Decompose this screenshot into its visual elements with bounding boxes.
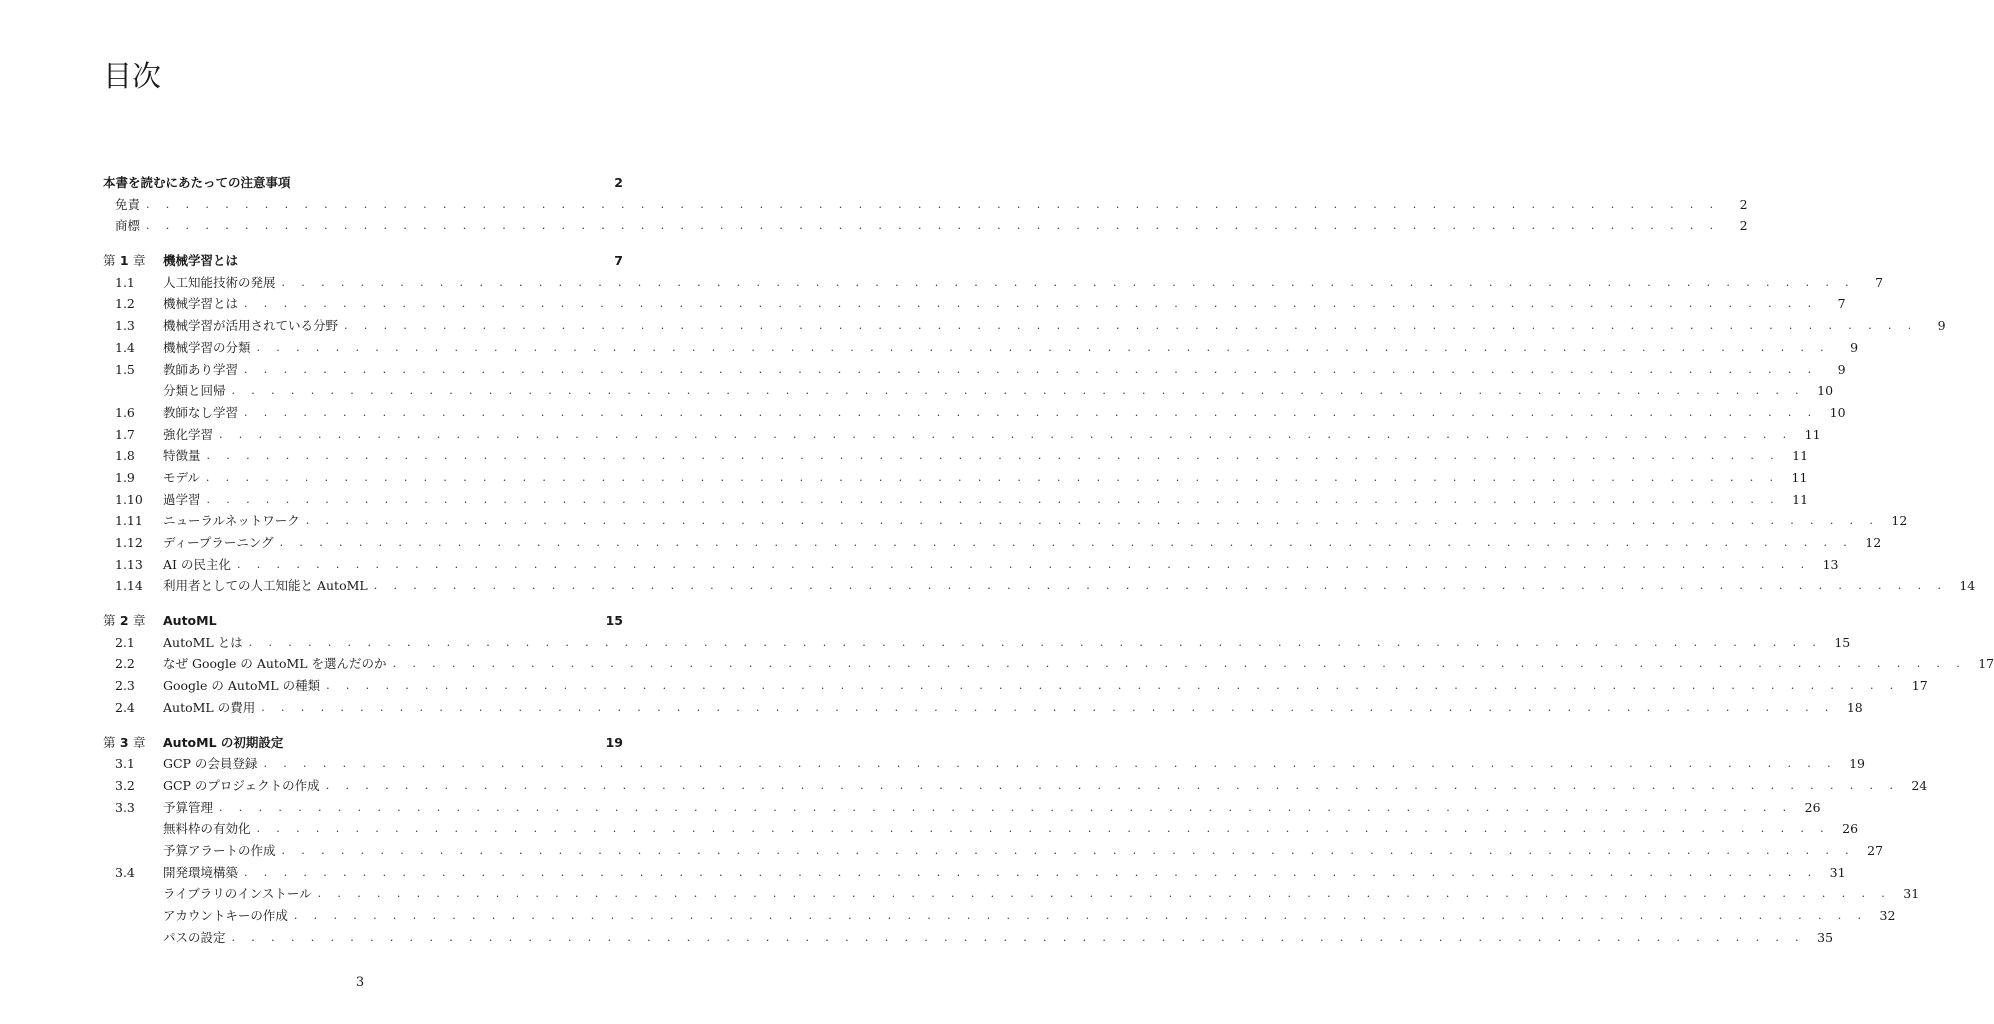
entry-title: Google の AutoML の種類: [163, 678, 321, 694]
entry-page: 7: [1837, 296, 1846, 312]
entry-number: 1.12: [115, 535, 143, 550]
entry-title: 特徴量: [163, 448, 201, 464]
toc-entry[interactable]: [103, 293, 1846, 315]
entry-page: 11: [1791, 469, 1808, 485]
toc-entry[interactable]: [103, 467, 1808, 489]
chapter-label-suffix: 章: [132, 253, 146, 269]
entry-title: 人工知能技術の発展: [163, 274, 276, 290]
dot-leader: . . . . . . . . . . . . . . . . . . . . . . . . . . . . . . . . . . . . . . . . . . . . . . . . . . . . . . . . . . . . . . . . . . . . . . . . . . . . . . . .: [206, 449, 1781, 463]
toc-entry[interactable]: [103, 675, 1928, 697]
entry-title: 開発環境構築: [163, 864, 239, 880]
entry-title: 予算アラートの作成: [163, 842, 276, 858]
toc-chapter-heading[interactable]: [103, 610, 623, 632]
entry-number: 2.3: [115, 678, 135, 694]
entry-page: 9: [1937, 318, 1946, 334]
dot-leader: . . . . . . . . . . . . . . . . . . . . . . . . . . . . . . . . . . . . . . . . . . . . . . . . . . . . . . . . . . . . . . . . . . . . . . . . . . . . . . . .: [261, 700, 1835, 714]
entry-title: 教師あり学習: [163, 361, 239, 377]
chapter-page: 15: [605, 613, 623, 629]
toc-entry[interactable]: [103, 402, 1846, 424]
dot-leader: . . . . . . . . . . . . . . . . . . . . . . . . . . . . . . . . . . . . . . . . . . . . . . . . . . . . . . . . . . . . . . . . . . . . . . . . . . . . . . . .: [256, 822, 1831, 836]
toc-entry[interactable]: [103, 753, 1865, 775]
chapter-label-number: 1: [119, 253, 129, 269]
entry-page: 14: [1959, 578, 1976, 594]
table-of-contents: [103, 172, 1994, 948]
entry-page: 32: [1879, 908, 1896, 923]
entry-title: AutoML の費用: [163, 699, 256, 715]
entry-number: 1.13: [115, 556, 143, 572]
page-title: 目次: [103, 59, 162, 93]
entry-number: 1.8: [115, 448, 135, 464]
entry-page: 15: [1834, 634, 1851, 650]
entry-number: 1.3: [115, 318, 135, 334]
dot-leader: . . . . . . . . . . . . . . . . . . . . . . . . . . . . . . . . . . . . . . . . . . . . . . . . . . . . . . . . . . . . . . . . . . . . . . . . . . . . . . . .: [263, 757, 1837, 771]
entry-page: 13: [1822, 556, 1839, 572]
entry-page: 2: [1739, 196, 1748, 212]
entry-number: 1.1: [115, 274, 135, 290]
dot-leader: . . . . . . . . . . . . . . . . . . . . . . . . . . . . . . . . . . . . . . . . . . . . . . . . . . . . . . . . . . . . . . . . . . . . . . . . . . . . . . . .: [231, 930, 1806, 944]
chapter-label-number: 2: [119, 613, 129, 629]
toc-entry[interactable]: [103, 862, 1846, 884]
entry-title: 利用者としての人工知能と AutoML: [163, 578, 368, 594]
entry-title: 強化学習: [163, 426, 214, 442]
entry-number: 3.2: [115, 777, 135, 793]
entry-page: 11: [1804, 426, 1821, 442]
dot-leader: . . . . . . . . . . . . . . . . . . . . . . . . . . . . . . . . . . . . . . . . . . . . . . . . . . . . . . . . . . . . . . . . . . . . . . . . . . . . . . . .: [344, 319, 1918, 333]
entry-number: 1.9: [115, 469, 135, 485]
dot-leader: . . . . . . . . . . . . . . . . . . . . . . . . . . . . . . . . . . . . . . . . . . . . . . . . . . . . . . . . . . . . . . . . . . . . . . . . . . . . . . . .: [244, 297, 1818, 311]
chapter-title: AutoML の初期設定: [163, 734, 284, 750]
chapter-label: [103, 250, 163, 272]
dot-leader: . . . . . . . . . . . . . . . . . . . . . . . . . . . . . . . . . . . . . . . . . . . . . . . . . . . . . . . . . . . . . . . . . . . . . . . . . . . . . . . .: [244, 865, 1818, 879]
chapter-label-number: 3: [119, 734, 129, 750]
page-number: 3: [355, 975, 365, 990]
entry-page: 35: [1817, 929, 1834, 945]
toc-entry[interactable]: [103, 215, 1748, 237]
entry-page: 11: [1792, 448, 1809, 464]
toc-entry[interactable]: [103, 575, 1976, 597]
toc-entry[interactable]: [103, 554, 1839, 576]
entry-title: GCP の会員登録: [163, 756, 258, 772]
entry-title: 機械学習の分類: [163, 339, 251, 355]
entry-page: 7: [1875, 274, 1884, 290]
entry-page: 17: [1978, 656, 1994, 672]
dot-leader: . . . . . . . . . . . . . . . . . . . . . . . . . . . . . . . . . . . . . . . . . . . . . . . . . . . . . . . . . . . . . . . . . . . . . . . . . . . . . . . .: [236, 557, 1811, 571]
toc-entry[interactable]: [103, 797, 1821, 819]
dot-leader: . . . . . . . . . . . . . . . . . . . . . . . . . . . . . . . . . . . . . . . . . . . . . . . . . . . . . . . . . . . . . . . . . . . . . . . . . . . . . . . .: [326, 679, 1900, 693]
chapter-page: 19: [605, 734, 623, 750]
entry-number: 1.2: [115, 296, 135, 312]
entry-title: ディープラーニング: [163, 535, 274, 550]
entry-number: 1.7: [115, 426, 135, 442]
dot-leader: . . . . . . . . . . . . . . . . . . . . . . . . . . . . . . . . . . . . . . . . . . . . . . . . . . . . . . . . . . . . . . . . . . . . . . . . . . . . . . . .: [325, 778, 1900, 792]
entry-title: 商標: [115, 218, 141, 234]
chapter-label: [103, 732, 163, 754]
entry-page: 26: [1804, 799, 1821, 815]
entry-title: ライブラリのインストール: [163, 886, 312, 902]
chapter-title: 機械学習とは: [163, 253, 239, 269]
entry-page: 31: [1829, 864, 1846, 880]
dot-leader: . . . . . . . . . . . . . . . . . . . . . . . . . . . . . . . . . . . . . . . . . . . . . . . . . . . . . . . . . . . . . . . . . . . . . . . . . . . . . . . .: [205, 470, 1780, 484]
entry-title: モデル: [163, 469, 200, 485]
toc-entry[interactable]: [103, 272, 1884, 294]
chapter-title: AutoML: [163, 613, 217, 629]
entry-number: 2.4: [115, 699, 135, 715]
chapter-page: 7: [614, 253, 623, 269]
entry-number: 1.14: [115, 578, 143, 594]
entry-title: AutoML とは: [163, 634, 243, 650]
dot-leader: . . . . . . . . . . . . . . . . . . . . . . . . . . . . . . . . . . . . . . . . . . . . . . . . . . . . . . . . . . . . . . . . . . . . . . . . . . . . . . . .: [244, 362, 1818, 376]
entry-number: 2.1: [115, 634, 135, 650]
entry-page: 18: [1846, 699, 1863, 715]
toc-entry[interactable]: [103, 489, 1809, 511]
entry-number: 3.3: [115, 799, 135, 815]
dot-leader: . . . . . . . . . . . . . . . . . . . . . . . . . . . . . . . . . . . . . . . . . . . . . . . . . . . . . . . . . . . . . . . . . . . . . . . . . . . . . . . .: [256, 340, 1831, 354]
toc-entry[interactable]: [103, 632, 1851, 654]
dot-leader: . . . . . . . . . . . . . . . . . . . . . . . . . . . . . . . . . . . . . . . . . . . . . . . . . . . . . . . . . . . . . . . . . . . . . . . . . . . . . . . .: [231, 384, 1806, 398]
entry-page: 10: [1817, 383, 1834, 399]
toc-entry[interactable]: [103, 315, 1946, 337]
entry-page: 9: [1837, 361, 1846, 377]
chapter-label-prefix: 第: [103, 734, 116, 750]
entry-page: 19: [1849, 756, 1865, 772]
toc-entry[interactable]: [103, 194, 1748, 216]
entry-title: ニューラルネットワーク: [163, 513, 300, 529]
toc-entry[interactable]: [103, 697, 1863, 719]
toc-entry[interactable]: [103, 445, 1809, 467]
toc-entry[interactable]: [103, 510, 1908, 532]
dot-leader: . . . . . . . . . . . . . . . . . . . . . . . . . . . . . . . . . . . . . . . . . . . . . . . . . . . . . . . . . . . . . . . . . . . . . . . . . . . . . . . .: [146, 219, 1720, 233]
toc-entry[interactable]: [103, 359, 1846, 381]
entry-page: 31: [1903, 886, 1920, 902]
entry-title: パスの設定: [163, 929, 226, 945]
toc-entry[interactable]: [103, 532, 1882, 554]
dot-leader: . . . . . . . . . . . . . . . . . . . . . . . . . . . . . . . . . . . . . . . . . . . . . . . . . . . . . . . . . . . . . . . . . . . . . . . . . . . . . . . .: [305, 514, 1880, 528]
dot-leader: . . . . . . . . . . . . . . . . . . . . . . . . . . . . . . . . . . . . . . . . . . . . . . . . . . . . . . . . . . . . . . . . . . . . . . . . . . . . . . . .: [317, 887, 1892, 901]
entry-title: アカウントキーの作成: [163, 908, 288, 923]
toc-entry[interactable]: [103, 840, 1884, 862]
entry-title: 過学習: [163, 491, 201, 507]
toc-chapter-heading[interactable]: [103, 172, 623, 194]
chapter-label: [103, 610, 163, 632]
entry-page: 11: [1792, 491, 1809, 507]
chapter-label-prefix: 第: [103, 253, 116, 269]
toc-entry[interactable]: [103, 927, 1834, 949]
entry-title: 教師なし学習: [163, 404, 239, 420]
entry-page: 26: [1842, 821, 1859, 837]
entry-number: 1.10: [115, 491, 143, 507]
dot-leader: . . . . . . . . . . . . . . . . . . . . . . . . . . . . . . . . . . . . . . . . . . . . . . . . . . . . . . . . . . . . . . . . . . . . . . . . . . . . . . . .: [281, 275, 1856, 289]
entry-title: なぜ Google の AutoML を選んだのか: [163, 656, 387, 672]
dot-leader: . . . . . . . . . . . . . . . . . . . . . . . . . . . . . . . . . . . . . . . . . . . . . . . . . . . . . . . . . . . . . . . . . . . . . . . . . . . . . . . .: [281, 843, 1856, 857]
entry-title: GCP のプロジェクトの作成: [163, 777, 320, 793]
entry-title: 機械学習が活用されている分野: [163, 318, 339, 334]
entry-title: 免責: [115, 196, 141, 212]
dot-leader: . . . . . . . . . . . . . . . . . . . . . . . . . . . . . . . . . . . . . . . . . . . . . . . . . . . . . . . . . . . . . . . . . . . . . . . . . . . . . . . .: [244, 405, 1818, 419]
entry-number: 2.2: [115, 656, 135, 672]
chapter-label-suffix: 章: [132, 613, 146, 629]
entry-page: 2: [1739, 218, 1748, 234]
dot-leader: . . . . . . . . . . . . . . . . . . . . . . . . . . . . . . . . . . . . . . . . . . . . . . . . . . . . . . . . . . . . . . . . . . . . . . . . . . . . . . . .: [392, 657, 1967, 671]
dot-leader: . . . . . . . . . . . . . . . . . . . . . . . . . . . . . . . . . . . . . . . . . . . . . . . . . . . . . . . . . . . . . . . . . . . . . . . . . . . . . . . .: [279, 536, 1854, 549]
toc-entry[interactable]: [103, 775, 1928, 797]
entry-number: 1.6: [115, 404, 135, 420]
entry-page: 12: [1865, 535, 1882, 550]
toc-entry[interactable]: [103, 883, 1920, 905]
entry-number: 1.11: [115, 513, 143, 529]
entry-number: 1.4: [115, 339, 135, 355]
chapter-label-prefix: 第: [103, 613, 116, 629]
chapter-label-suffix: 章: [132, 734, 146, 750]
entry-number: 3.1: [115, 756, 135, 772]
entry-number: 1.5: [115, 361, 135, 377]
dot-leader: . . . . . . . . . . . . . . . . . . . . . . . . . . . . . . . . . . . . . . . . . . . . . . . . . . . . . . . . . . . . . . . . . . . . . . . . . . . . . . . .: [293, 909, 1868, 922]
toc-entry[interactable]: [103, 380, 1834, 402]
entry-title: AI の民主化: [163, 556, 231, 572]
entry-title: 機械学習とは: [163, 296, 239, 312]
toc-entry[interactable]: [103, 424, 1821, 446]
dot-leader: . . . . . . . . . . . . . . . . . . . . . . . . . . . . . . . . . . . . . . . . . . . . . . . . . . . . . . . . . . . . . . . . . . . . . . . . . . . . . . . .: [146, 197, 1720, 211]
entry-page: 12: [1891, 513, 1908, 529]
toc-entry[interactable]: [103, 337, 1859, 359]
dot-leader: . . . . . . . . . . . . . . . . . . . . . . . . . . . . . . . . . . . . . . . . . . . . . . . . . . . . . . . . . . . . . . . . . . . . . . . . . . . . . . . .: [219, 427, 1793, 441]
entry-page: 24: [1911, 777, 1928, 793]
entry-page: 27: [1867, 842, 1884, 858]
toc-entry[interactable]: [103, 818, 1859, 840]
toc-entry[interactable]: [103, 653, 1994, 675]
entry-title: 分類と回帰: [163, 383, 226, 399]
entry-page: 9: [1850, 339, 1859, 355]
entry-title: 無料枠の有効化: [163, 821, 251, 837]
entry-title: 予算管理: [163, 799, 214, 815]
dot-leader: . . . . . . . . . . . . . . . . . . . . . . . . . . . . . . . . . . . . . . . . . . . . . . . . . . . . . . . . . . . . . . . . . . . . . . . . . . . . . . . .: [248, 635, 1823, 649]
dot-leader: . . . . . . . . . . . . . . . . . . . . . . . . . . . . . . . . . . . . . . . . . . . . . . . . . . . . . . . . . . . . . . . . . . . . . . . . . . . . . . . .: [373, 579, 1948, 593]
entry-page: 10: [1829, 404, 1846, 420]
entry-number: 3.4: [115, 864, 135, 880]
toc-chapter-heading[interactable]: [103, 250, 623, 272]
chapter-title: 本書を読むにあたっての注意事項: [103, 175, 291, 190]
dot-leader: . . . . . . . . . . . . . . . . . . . . . . . . . . . . . . . . . . . . . . . . . . . . . . . . . . . . . . . . . . . . . . . . . . . . . . . . . . . . . . . .: [219, 800, 1793, 814]
dot-leader: . . . . . . . . . . . . . . . . . . . . . . . . . . . . . . . . . . . . . . . . . . . . . . . . . . . . . . . . . . . . . . . . . . . . . . . . . . . . . . . .: [206, 492, 1781, 506]
chapter-page: 2: [614, 175, 623, 190]
toc-entry[interactable]: [103, 905, 1896, 927]
toc-chapter-heading[interactable]: [103, 732, 623, 754]
entry-page: 17: [1911, 678, 1928, 694]
